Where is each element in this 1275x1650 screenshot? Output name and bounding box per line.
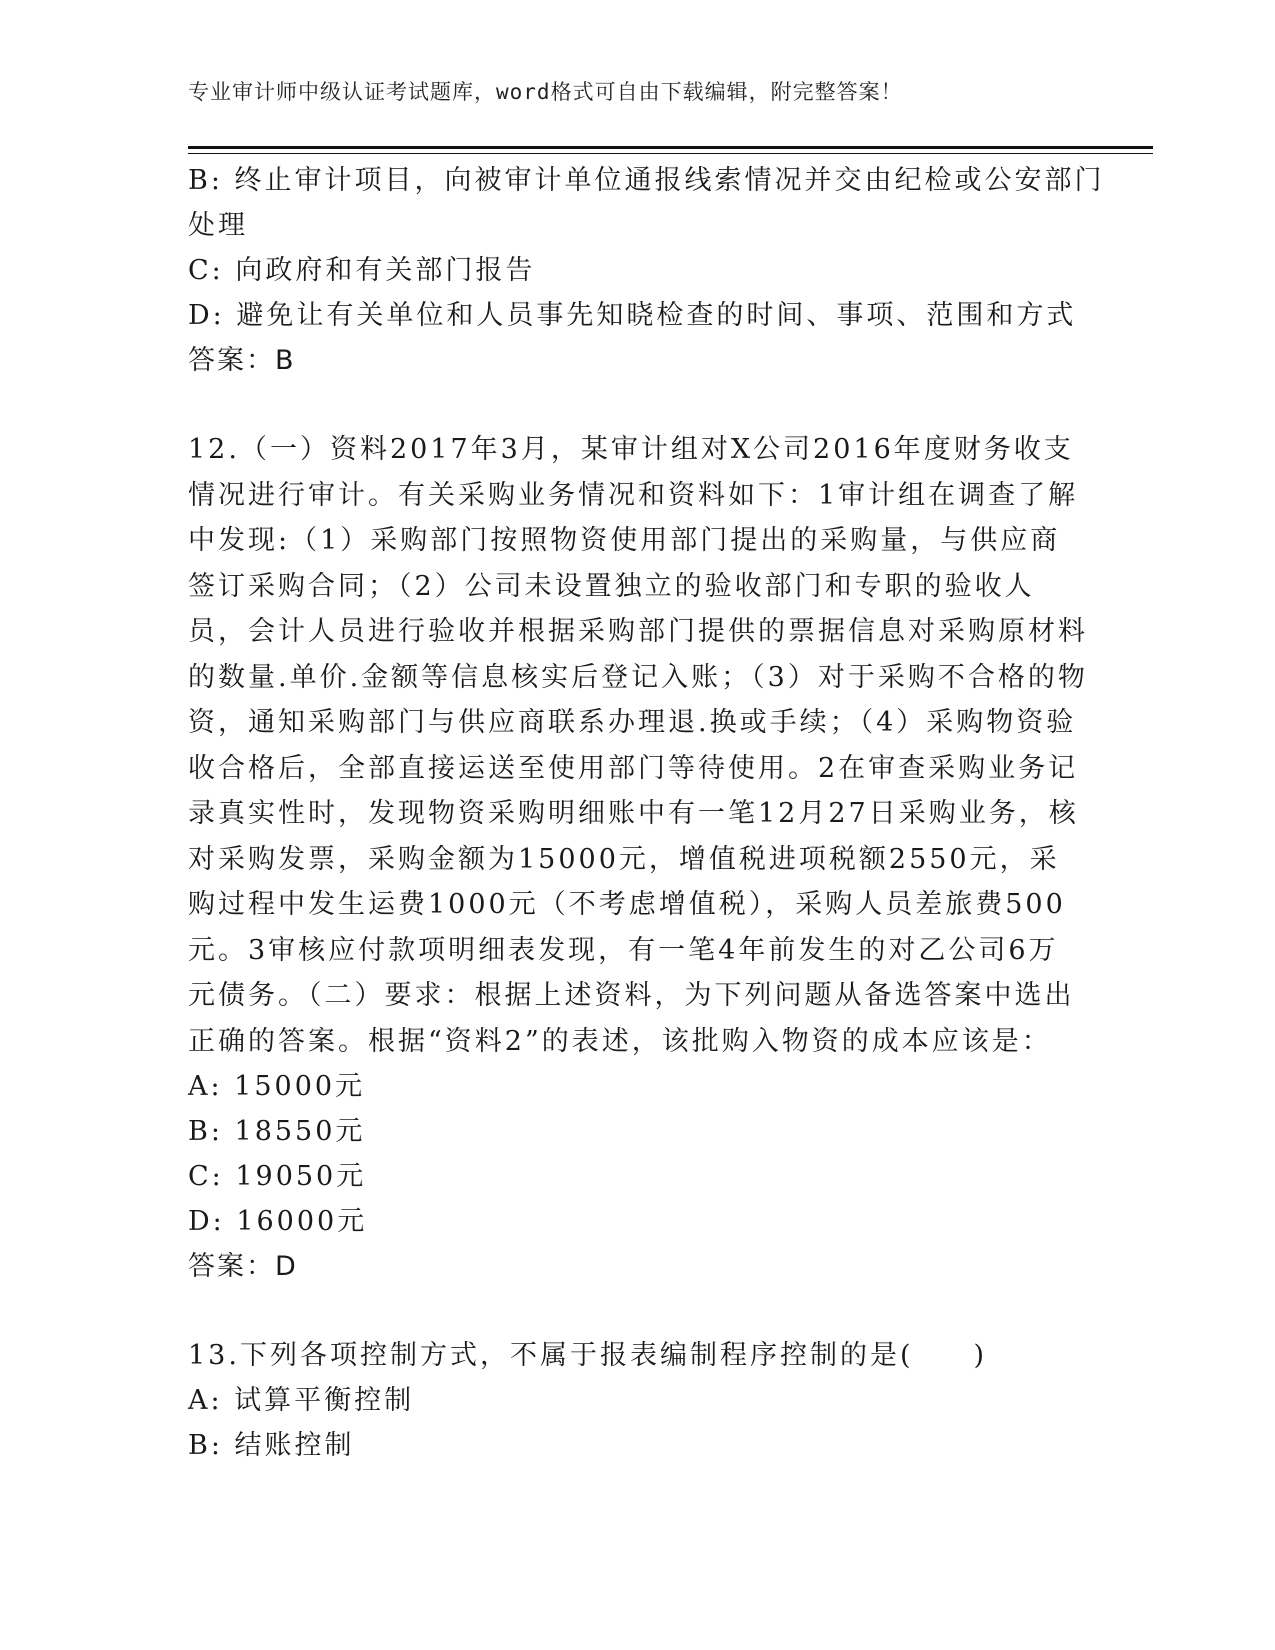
header-divider-thin [188, 153, 1153, 154]
question-11-option-c: C: 向政府和有关部门报告 [188, 255, 536, 286]
question-spacer [188, 1289, 1088, 1333]
question-11-option-b-line2: 处理 [188, 210, 248, 241]
question-11-option-b-line1: B: 终止审计项目，向被审计单位通报线索情况并交由纪检或公安部门 [188, 165, 1105, 196]
question-13 [188, 1333, 1088, 1468]
question-12-option-b: B: 18550元 [188, 1116, 366, 1147]
question-12-option-a: A: 15000元 [188, 1071, 366, 1102]
question-spacer [188, 383, 1088, 427]
question-13-stem: 13.下列各项控制方式，不属于报表编制程序控制的是( ) [188, 1340, 988, 1371]
question-12-answer: 答案：D [188, 1251, 298, 1282]
question-11-tail [188, 158, 1105, 383]
question-12 [188, 427, 1088, 1289]
question-12-option-c: C: 19050元 [188, 1161, 367, 1192]
question-11-answer: 答案：B [188, 345, 296, 376]
question-12-stem: 12.（一）资料2017年3月，某审计组对X公司2016年度财务收支情况进行审计。有关采购业务情况和资料如下：1审计组在调查了解中发现:（1）采购部门按照物资使用部门提出的采购量，与供应商签订采购合同；（2）公司未设置独立的验收部门和专职的验收人员，会计人员进行验收并根据采购部门提供的票据信息对采购原材料的数量.单价.金额等信息核实后登记入账；（3）对于采购不合格的物资，通知采购部门与供应商联系办理退.换或手续；（4）采购物资验收合格后，全部直接运送至使用部门等待使用。2在审查采购业务记录真实性时，发现物资采购明细账中有一笔12月27日采购业务，核对采购发票，采购金额为15000元，增值税进项税额2550元，采购过程中发生运费1000元（不考虑增值税），采购人员差旅费500元。3审核应付款项明细表发现，有一笔4年前发生的对乙公司6万元债务。（二）要求：根据上述资料，为下列问题从备选答案中选出正确的答案。根据“资料2”的表述，该批购入物资的成本应该是： [188, 434, 1088, 1057]
question-13-option-b: B: 结账控制 [188, 1430, 355, 1461]
question-13-option-a: A: 试算平衡控制 [188, 1385, 415, 1416]
header-divider-thick [188, 146, 1153, 149]
document-body [188, 158, 1105, 1468]
question-11-option-d: D: 避免让有关单位和人员事先知晓检查的时间、事项、范围和方式 [188, 300, 1077, 331]
page-header: 专业审计师中级认证考试题库，word格式可自由下载编辑，附完整答案！ [188, 80, 903, 104]
question-12-option-d: D: 16000元 [188, 1206, 368, 1237]
